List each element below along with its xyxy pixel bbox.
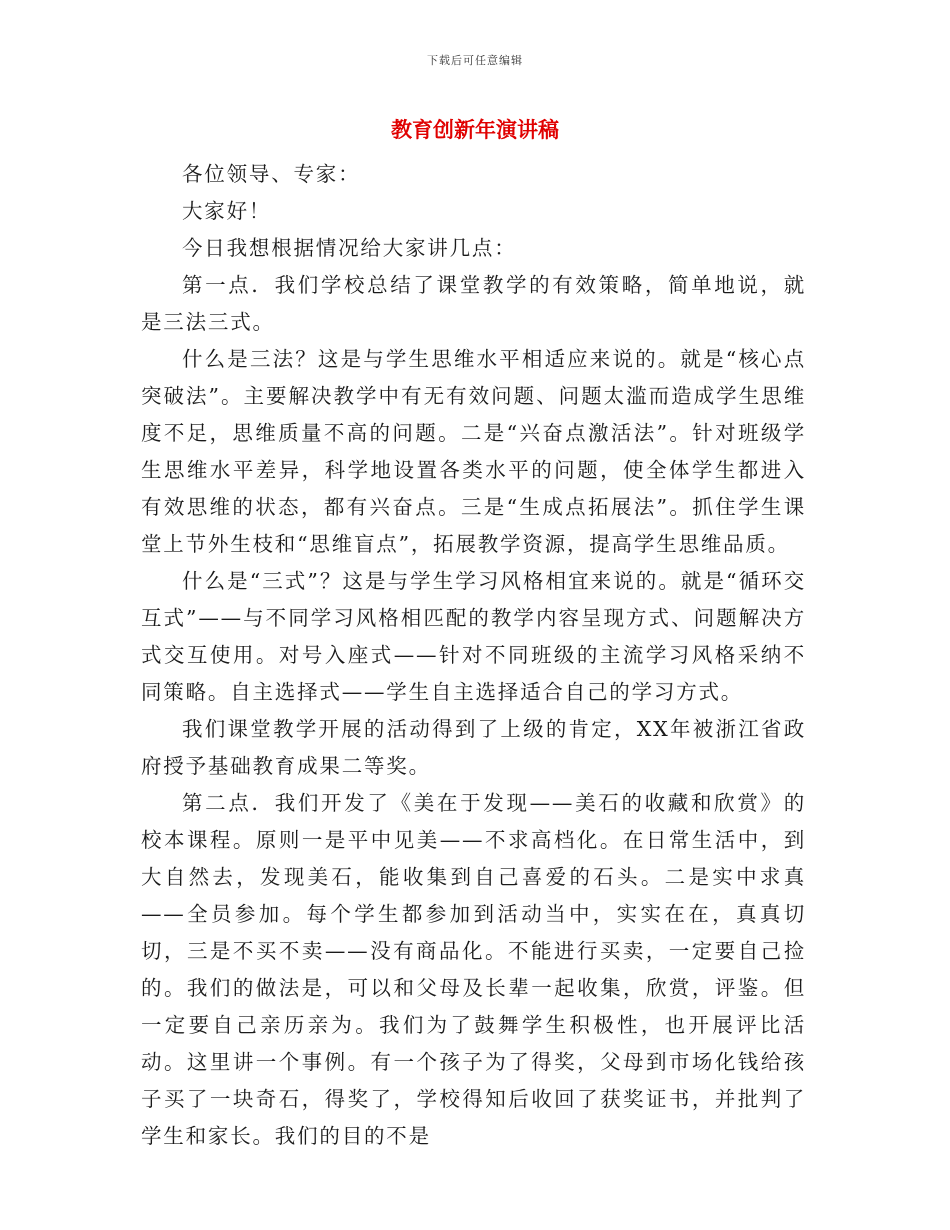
paragraph-three-methods: 什么是三法？这是与学生思维水平相适应来说的。就是“核心点突破法”。主要解决教学中有无有效问题、问题太滥而造成学生思维度不足，思维质量不高的问题。二是“兴奋点激活法”。针对班级学生思维水平差异，科学地设置各类水平的问题，使全体学生都进入有效思维的状态，都有兴奋点。三是“生成点拓展法”。抓住学生课堂上节外生枝和“思维盲点”，拓展教学资源，提高学生思维品质。 (141, 347, 806, 556)
paragraph-greeting: 大家好！ (182, 199, 272, 223)
paragraph-point-two: 第二点．我们开发了《美在于发现——美石的收藏和欣赏》的校本课程。原则一是平中见美——不求高档化。在日常生活中，到大自然去，发现美石，能收集到自己喜爱的石头。二是实中求真——全员参加。每个学生都参加到活动当中，实实在在，真真切切，三是不买不卖——没有商品化。不能进行买卖，一定要自己捡的。我们的做法是，可以和父母及长辈一起收集，欣赏，评鉴。但一定要自己亲历亲为。我们为了鼓舞学生积极性，也开展评比活动。这里讲一个事例。有一个孩子为了得奖，父母到市场化钱给孩子买了一块奇石，得奖了，学校得知后收回了获奖证书，并批判了学生和家长。我们的目的不是 (141, 791, 806, 1148)
document-title: 教育创新年演讲稿 (391, 118, 559, 142)
document-body (141, 156, 806, 1155)
page-header-note: 下载后可任意编辑 (427, 54, 523, 67)
paragraph-salutation: 各位领导、专家： (182, 162, 361, 186)
paragraph-three-styles: 什么是“三式”？这是与学生学习风格相宜来说的。就是“循环交互式”——与不同学习风格相匹配的教学内容呈现方式、问题解决方式交互使用。对号入座式——针对不同班级的主流学习风格采纳不同策略。自主选择式——学生自主选择适合自己的学习方式。 (141, 569, 806, 704)
paragraph-intro: 今日我想根据情况给大家讲几点： (182, 236, 517, 260)
paragraph-award: 我们课堂教学开展的活动得到了上级的肯定，XX年被浙江省政府授予基础教育成果二等奖。 (141, 717, 806, 778)
paragraph-point-one: 第一点．我们学校总结了课堂教学的有效策略，简单地说，就是三法三式。 (141, 273, 806, 334)
